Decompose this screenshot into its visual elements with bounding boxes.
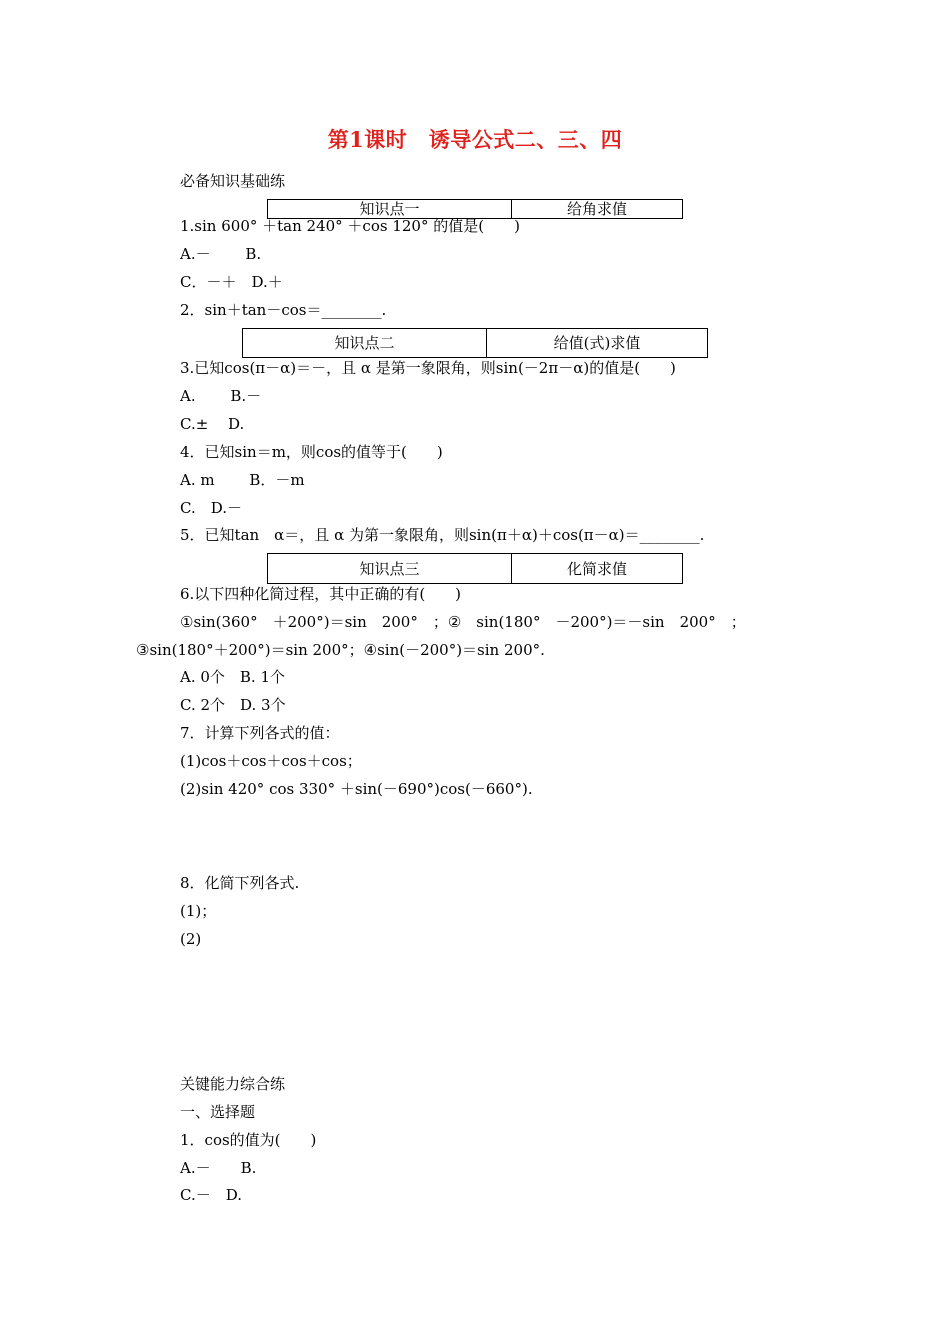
question-2: 2．sin＋tan－cos＝________. (180, 301, 387, 319)
question-3-options-ab: A. B.－ (180, 387, 262, 405)
question-1-options-cd: C．－＋ D.＋ (180, 273, 283, 291)
question-3-options-cd: C.± D. (180, 415, 245, 433)
question-1-options-ab: A.－ B. (180, 245, 262, 263)
question-7: 7．计算下列各式的值： (180, 724, 340, 742)
page-title: 第1课时 诱导公式二、三、四 (327, 127, 623, 152)
question-7-part-2: (2)sin 420° cos 330° ＋sin(－690°)cos(－660°). (180, 780, 533, 798)
section2-question-1-options-cd: C.－ D. (180, 1186, 242, 1204)
subsection-heading-choice: 一、选择题 (180, 1103, 256, 1121)
question-6: 6.以下四种化简过程，其中正确的有( ) (180, 585, 462, 603)
question-3: 3.已知cos(π－α)＝－，且 α 是第一象限角，则sin(－2π－α)的值是( ) (180, 359, 676, 377)
question-5: 5．已知tan α＝，且 α 为第一象限角，则sin(π＋α)＋cos(π－α)＝________. (180, 526, 705, 544)
knowledge-point-topic: 化简求值 (566, 559, 627, 578)
question-8: 8．化简下列各式. (180, 874, 300, 892)
question-4-options-cd: C. D.－ (180, 499, 242, 517)
question-7-part-1: (1)cos＋cos＋cos＋cos； (180, 752, 362, 770)
section2-question-1-options-ab: A.－ B. (180, 1159, 257, 1177)
knowledge-point-topic: 给角求值 (566, 200, 627, 218)
question-4: 4．已知sin＝m，则cos的值等于( ) (180, 443, 443, 461)
question-4-options-ab: A. m B．－m (180, 471, 305, 489)
knowledge-point-topic: 给值(式)求值 (553, 334, 641, 352)
question-1: 1.sin 600° ＋tan 240° ＋cos 120° 的值是( ) (180, 217, 520, 235)
knowledge-point-box-3 (267, 553, 683, 584)
section2-question-1: 1．cos的值为( ) (180, 1131, 317, 1149)
question-6-options-ab: A. 0个 B. 1个 (180, 668, 286, 686)
knowledge-point-label: 知识点三 (268, 554, 512, 583)
question-6-statements-b: ③sin(180°＋200°)＝sin 200°；④sin(－200°)＝sin 200°. (136, 641, 545, 659)
question-8-part-2: (2) (180, 930, 202, 948)
knowledge-point-label: 知识点一 (268, 200, 512, 218)
question-6-options-cd: C. 2个 D. 3个 (180, 696, 286, 714)
knowledge-point-label: 知识点二 (243, 329, 487, 357)
section-heading-basic: 必备知识基础练 (180, 172, 286, 190)
knowledge-point-box-2 (242, 328, 708, 358)
question-8-part-1: (1)； (180, 902, 217, 920)
section-heading-ability: 关键能力综合练 (180, 1075, 286, 1093)
question-6-statements-a: ①sin(360° ＋200°)＝sin 200° ；② sin(180° －200°)＝－sin 200° ； (180, 613, 746, 631)
